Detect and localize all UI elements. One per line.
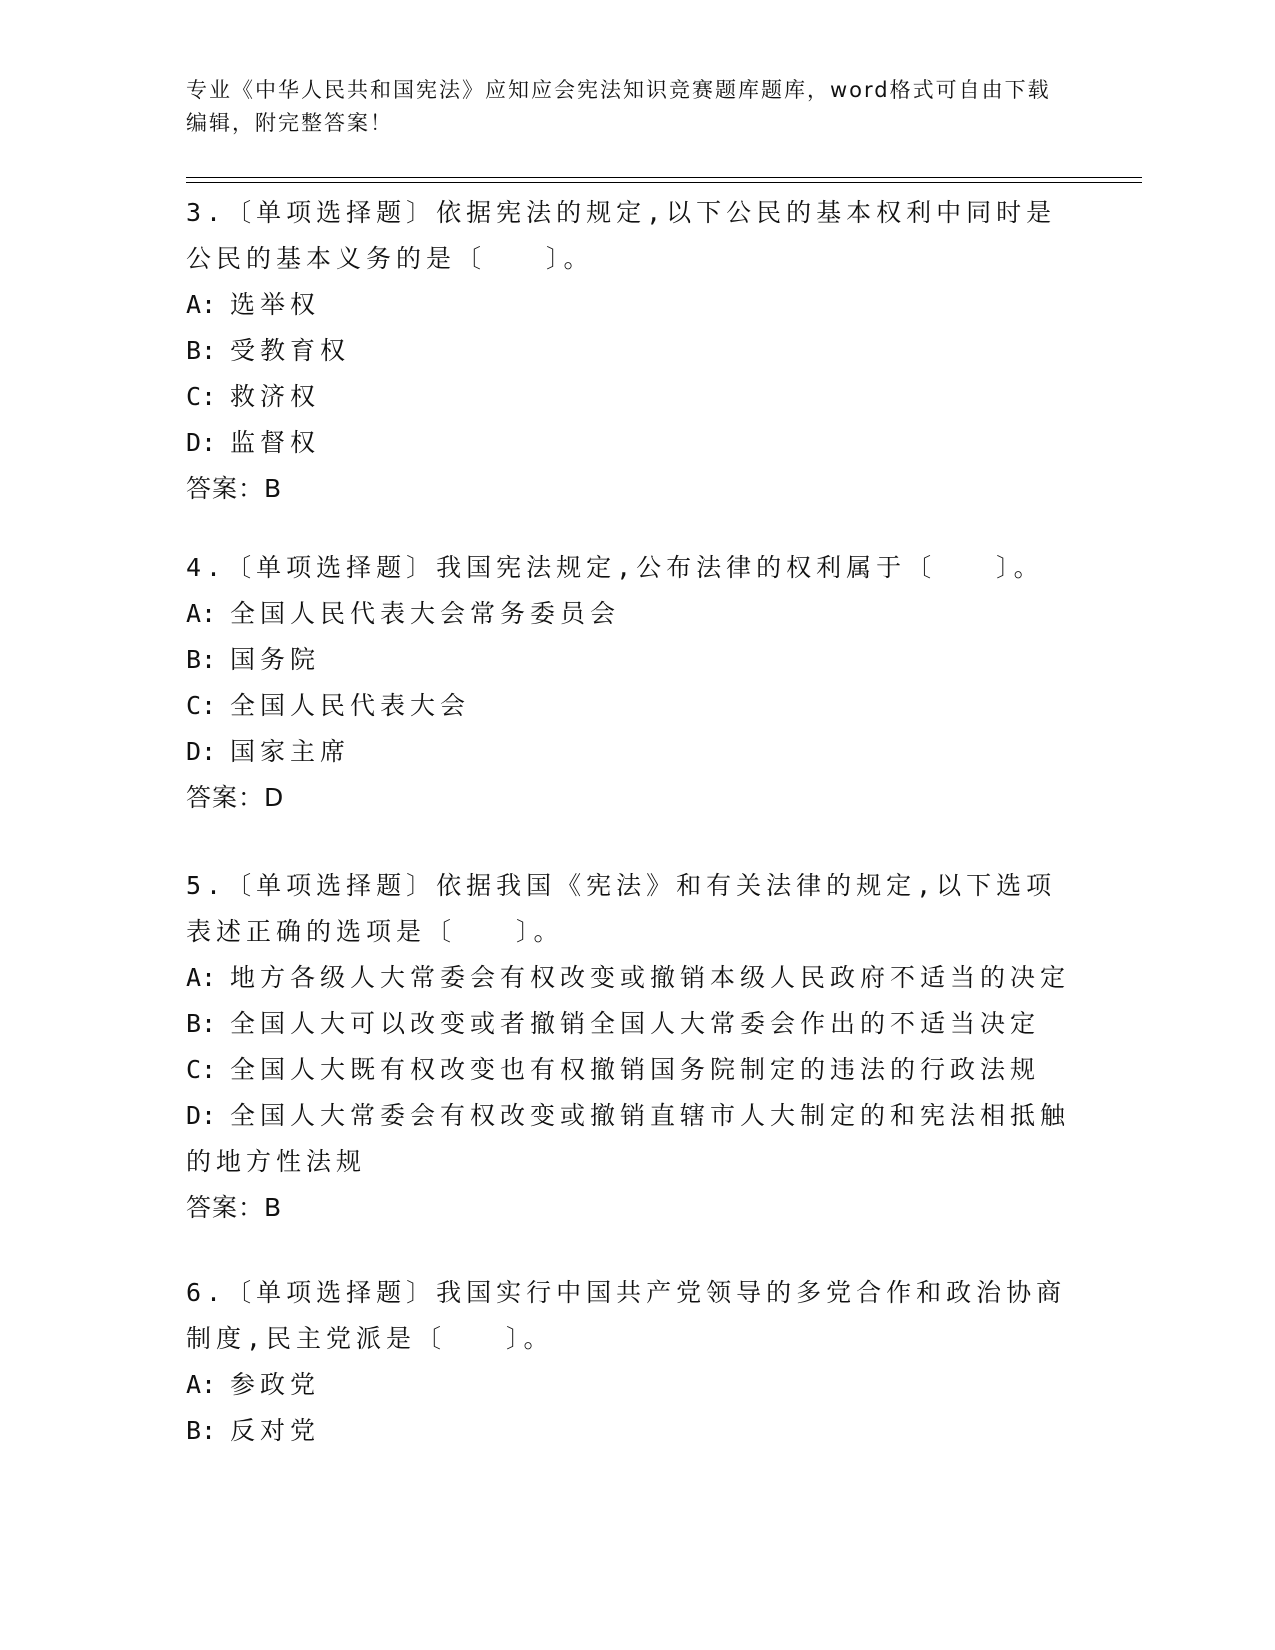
option-d	[186, 1093, 1086, 1185]
option-text: 参政党	[230, 1370, 321, 1399]
option-b	[186, 1001, 1086, 1047]
option-text: 监督权	[230, 428, 321, 457]
question-3	[186, 190, 1086, 512]
option-text: 全国人大可以改变或者撤销全国人大常委会作出的不适当决定	[230, 1009, 1041, 1038]
option-c	[186, 683, 1086, 729]
option-text: 受教育权	[230, 336, 351, 365]
option-label: C:	[186, 382, 217, 411]
option-label: A:	[186, 963, 217, 992]
option-text: 国家主席	[230, 737, 351, 766]
option-text: 救济权	[230, 382, 321, 411]
option-b	[186, 637, 1086, 683]
option-label: A:	[186, 290, 217, 319]
question-stem: 3.〔单项选择题〕依据宪法的规定,以下公民的基本权利中同时是公民的基本义务的是〔 〕。	[186, 198, 1057, 273]
question-6	[186, 1270, 1086, 1454]
question-stem: 6.〔单项选择题〕我国实行中国共产党领导的多党合作和政治协商制度,民主党派是〔 〕。	[186, 1278, 1067, 1353]
option-label: A:	[186, 599, 217, 628]
question-stem: 5.〔单项选择题〕依据我国《宪法》和有关法律的规定,以下选项表述正确的选项是〔 〕。	[186, 871, 1057, 946]
document-header: 专业《中华人民共和国宪法》应知应会宪法知识竞赛题库题库，word格式可自由下载编辑，附完整答案！	[186, 78, 1051, 135]
option-a	[186, 282, 1086, 328]
option-text: 国务院	[230, 645, 321, 674]
option-label: D:	[186, 428, 217, 457]
question-4	[186, 545, 1086, 821]
option-label: C:	[186, 691, 217, 720]
option-a	[186, 1362, 1086, 1408]
header-divider-bottom	[186, 182, 1142, 183]
option-text: 反对党	[230, 1416, 321, 1445]
header-divider-top	[186, 177, 1142, 178]
option-c	[186, 1047, 1086, 1093]
answer: 答案：D	[186, 783, 285, 812]
option-d	[186, 420, 1086, 466]
answer: 答案：B	[186, 1193, 283, 1222]
question-5	[186, 863, 1086, 1231]
option-b	[186, 1408, 1086, 1454]
option-a	[186, 955, 1086, 1001]
option-c	[186, 374, 1086, 420]
option-label: B:	[186, 336, 217, 365]
option-text: 全国人大常委会有权改变或撤销直辖市人大制定的和宪法相抵触的地方性法规	[186, 1101, 1071, 1176]
option-label: D:	[186, 737, 217, 766]
option-label: B:	[186, 645, 217, 674]
option-text: 地方各级人大常委会有权改变或撤销本级人民政府不适当的决定	[230, 963, 1071, 992]
question-stem: 4.〔单项选择题〕我国宪法规定,公布法律的权利属于〔 〕。	[186, 553, 1044, 582]
option-text: 选举权	[230, 290, 321, 319]
option-label: B:	[186, 1416, 217, 1445]
answer: 答案：B	[186, 474, 283, 503]
option-label: A:	[186, 1370, 217, 1399]
option-a	[186, 591, 1086, 637]
option-text: 全国人民代表大会常务委员会	[230, 599, 621, 628]
option-text: 全国人民代表大会	[230, 691, 471, 720]
option-label: D:	[186, 1101, 217, 1130]
option-d	[186, 729, 1086, 775]
option-label: B:	[186, 1009, 217, 1038]
option-text: 全国人大既有权改变也有权撤销国务院制定的违法的行政法规	[230, 1055, 1041, 1084]
option-label: C:	[186, 1055, 217, 1084]
option-b	[186, 328, 1086, 374]
